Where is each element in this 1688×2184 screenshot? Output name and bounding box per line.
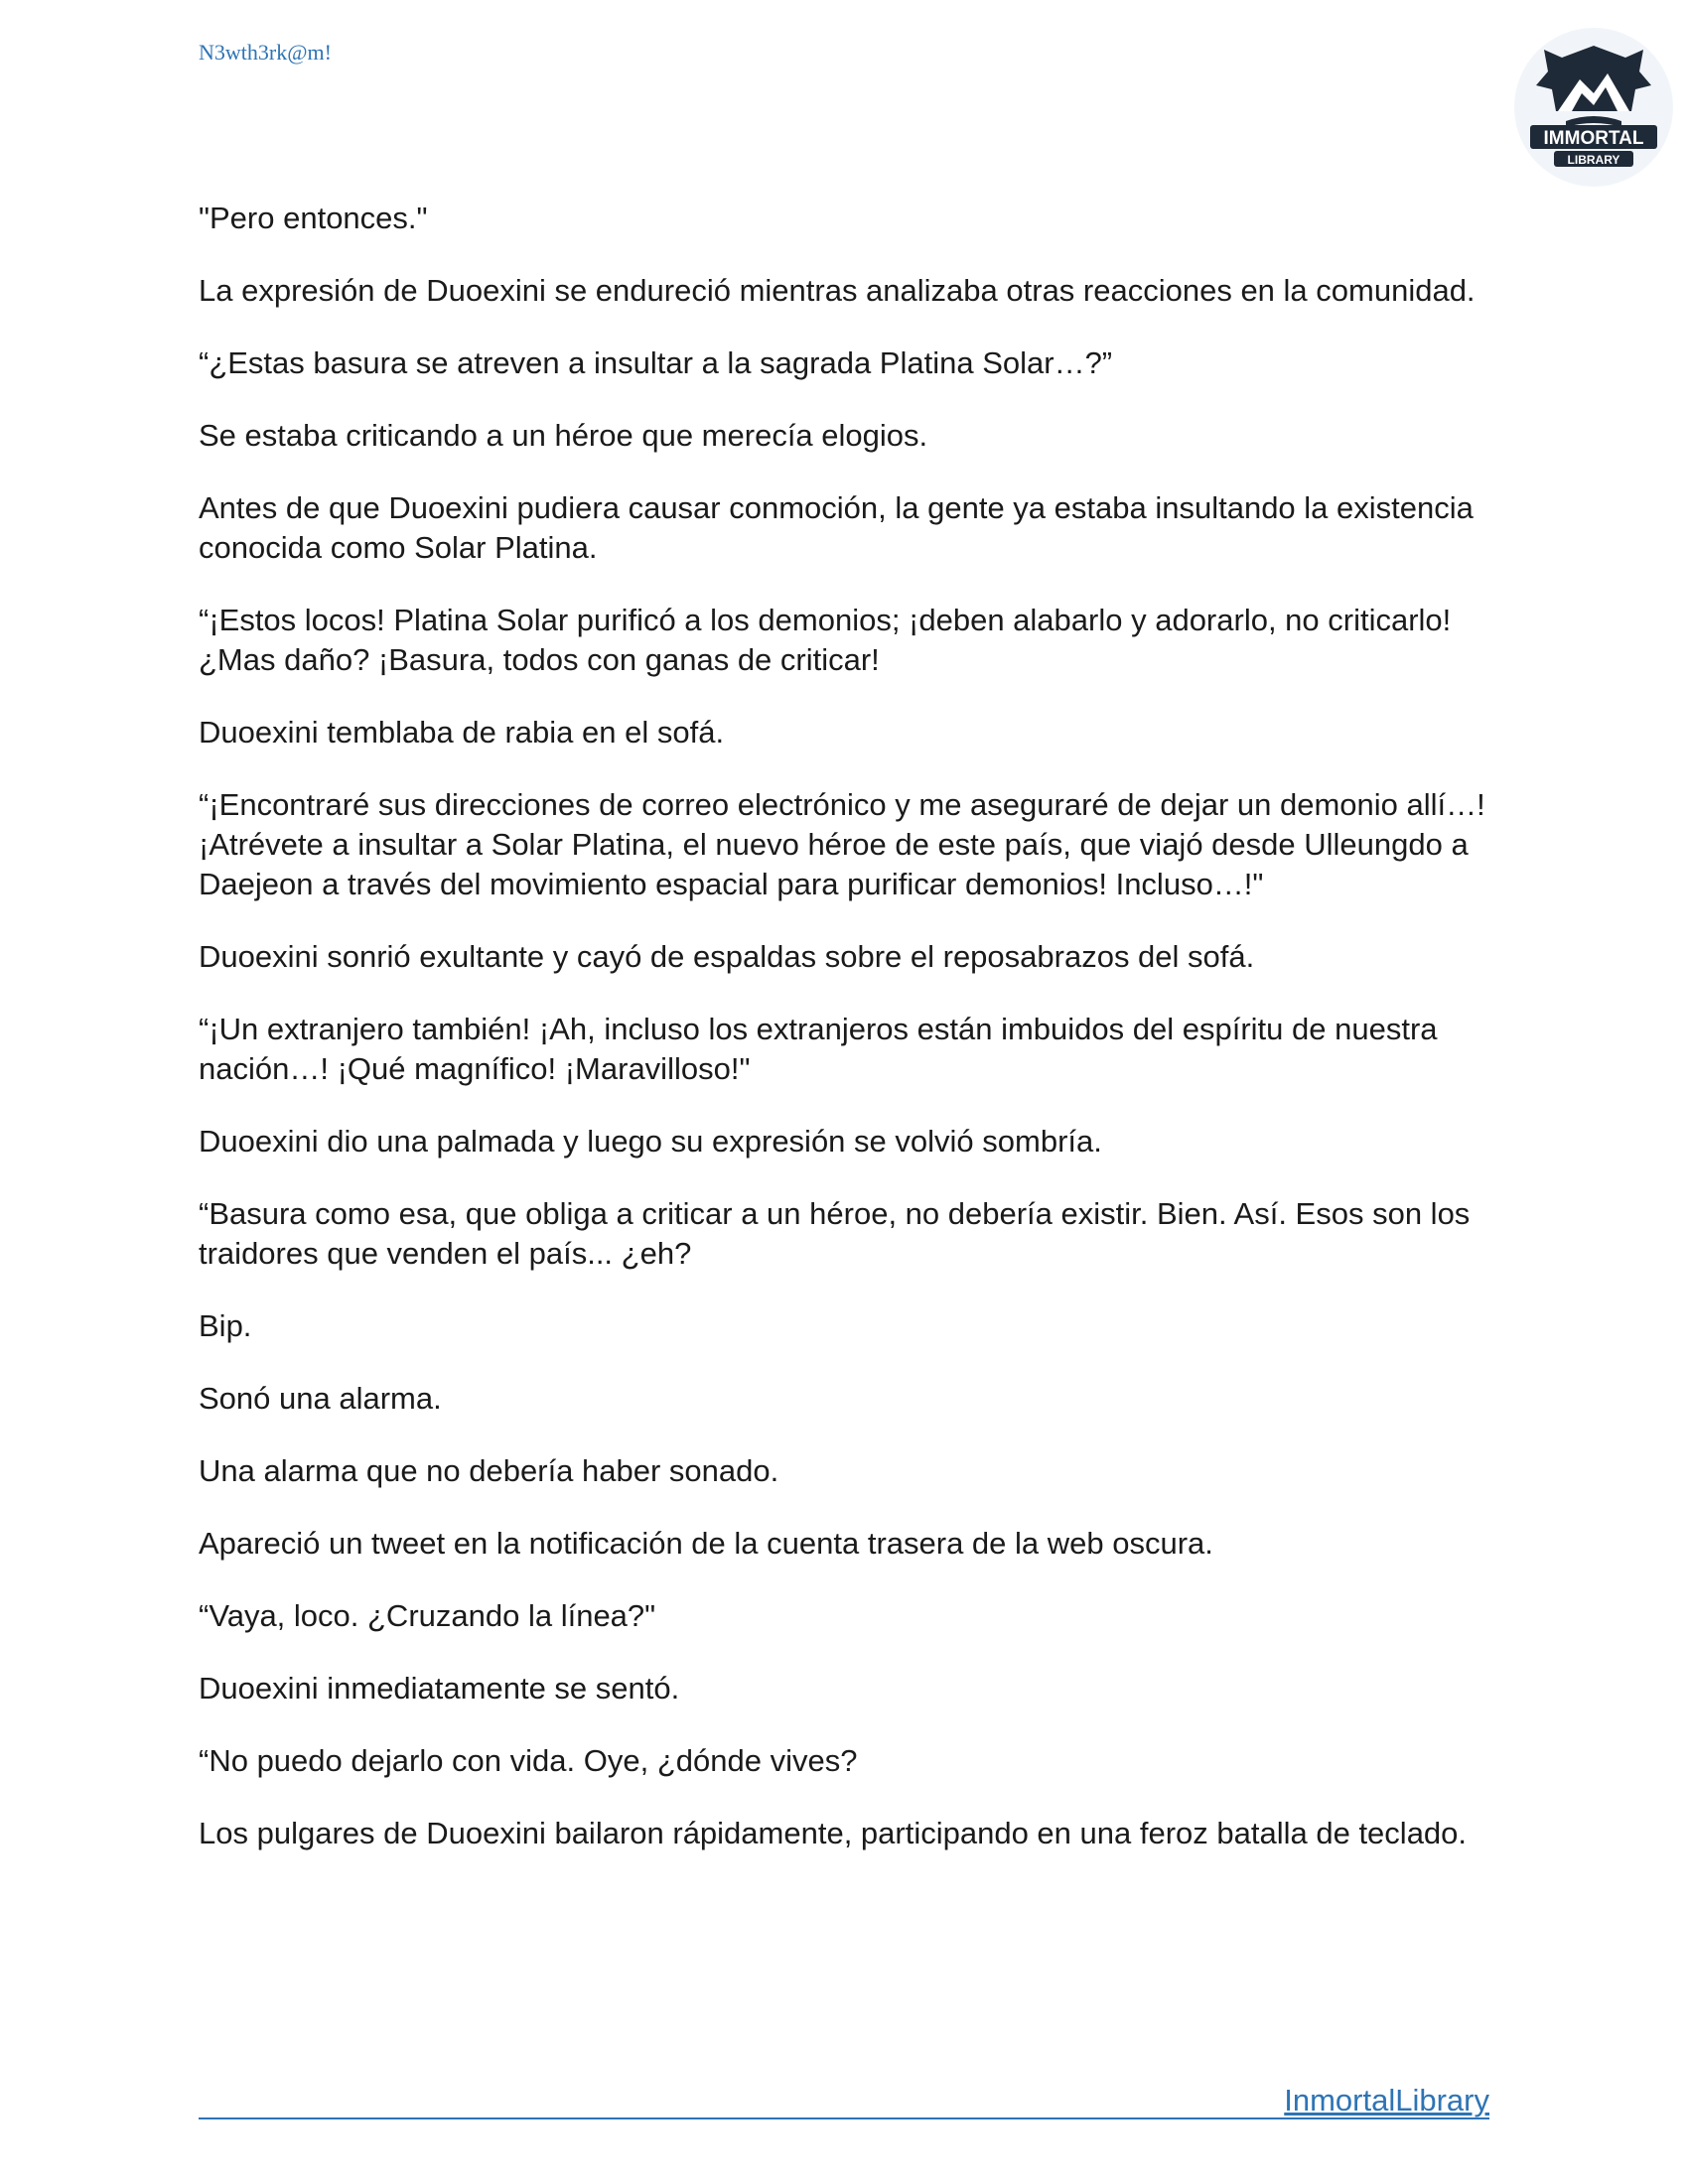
paragraph: Duoexini dio una palmada y luego su expresión se volvió sombría. bbox=[199, 1124, 1102, 1159]
paragraph: Bip. bbox=[199, 1308, 252, 1343]
footer-library-link[interactable]: InmortalLibrary bbox=[1284, 2083, 1489, 2117]
paragraph: Duoexini inmediatamente se sentó. bbox=[199, 1671, 680, 1706]
paragraph: “¡Estos locos! Platina Solar purificó a los demonios; ¡deben alabarlo y adorarlo, no criticarlo! ¿Mas daño? ¡Basura, todos con ganas de criticar! bbox=[199, 603, 1452, 677]
immortal-library-logo bbox=[1514, 28, 1673, 187]
logo-line2: LIBRARY bbox=[1567, 153, 1620, 167]
paragraph: Apareció un tweet en la notificación de la cuenta trasera de la web oscura. bbox=[199, 1526, 1213, 1561]
paragraph: Duoexini sonrió exultante y cayó de espaldas sobre el reposabrazos del sofá. bbox=[199, 939, 1255, 974]
paragraph: Sonó una alarma. bbox=[199, 1381, 442, 1416]
immortal-library-crest-icon bbox=[1514, 28, 1673, 187]
paragraph: Duoexini temblaba de rabia en el sofá. bbox=[199, 715, 725, 750]
paragraph: La expresión de Duoexini se endureció mientras analizaba otras reacciones en la comunidad. bbox=[199, 273, 1476, 308]
paragraph: Antes de que Duoexini pudiera causar conmoción, la gente ya estaba insultando la existencia conocida como Solar Platina. bbox=[199, 490, 1474, 565]
paragraph: Los pulgares de Duoexini bailaron rápidamente, participando en una feroz batalla de teclado. bbox=[199, 1816, 1468, 1850]
paragraph: "Pero entonces." bbox=[199, 201, 428, 235]
paragraph: “¿Estas basura se atreven a insultar a la sagrada Platina Solar…?” bbox=[199, 345, 1113, 380]
paragraph: “Vaya, loco. ¿Cruzando la línea?" bbox=[199, 1598, 656, 1633]
document-body bbox=[199, 199, 1489, 1886]
paragraph: “¡Un extranjero también! ¡Ah, incluso los extranjeros están imbuidos del espíritu de nuestra nación…! ¡Qué magnífico! ¡Maravilloso!" bbox=[199, 1012, 1438, 1086]
paragraph: Una alarma que no debería haber sonado. bbox=[199, 1453, 779, 1488]
header-tag: N3wth3rk@m! bbox=[199, 40, 332, 65]
paragraph: “No puedo dejarlo con vida. Oye, ¿dónde vives? bbox=[199, 1743, 858, 1778]
paragraph: Se estaba criticando a un héroe que merecía elogios. bbox=[199, 418, 928, 453]
paragraph: “¡Encontraré sus direcciones de correo electrónico y me aseguraré de dejar un demonio allí…! ¡Atrévete a insultar a Solar Platina, el nuevo héroe de este país, que viajó desde Ulleungdo a Daejeon a través del movimiento espacial para purificar demonios! Incluso…!" bbox=[199, 787, 1485, 901]
logo-line1: IMMORTAL bbox=[1543, 128, 1644, 149]
paragraph: “Basura como esa, que obliga a criticar a un héroe, no debería existir. Bien. Así. Esos son los traidores que venden el país... ¿eh? bbox=[199, 1196, 1471, 1271]
footer-divider bbox=[199, 2117, 1489, 2119]
